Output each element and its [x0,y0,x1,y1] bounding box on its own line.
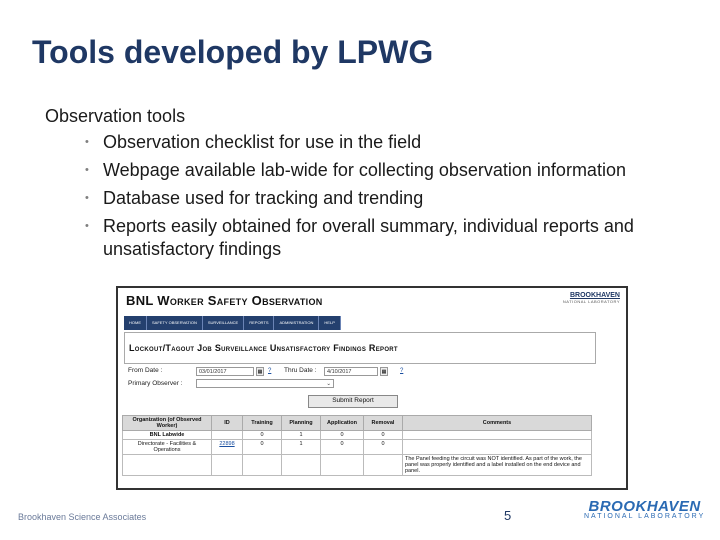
bullet-list [45,131,715,261]
observer-select[interactable] [196,379,334,388]
calendar-icon[interactable]: ▦ [381,369,387,375]
thru-date-input[interactable]: 4/10/2017 [324,367,378,376]
table-row [123,455,592,476]
bullet-icon: • [85,164,89,176]
column-header: Comments [403,416,592,431]
cell-application [321,455,364,476]
bullet-item: • Webpage available lab-wide for collecting observation information [85,160,626,180]
from-date-label: From Date : [128,367,163,374]
cell-training: 0 [243,440,282,455]
bullet-icon: • [85,220,89,232]
table-row [123,431,592,440]
report-title: Lockout/Tagout Job Surveillance Unsatisfactory Findings Report [129,343,398,353]
slide-title: Tools developed by LPWG [32,34,434,70]
column-header: Organization (of Observed Worker) [123,416,212,431]
cell-comment [403,431,592,440]
embedded-screenshot [116,286,628,490]
cell-org: BNL Labwide [123,431,212,440]
bullet-item: • Reports easily obtained for overall summary, individual reports and unsatisfactory findings [85,216,634,259]
column-header: ID [212,416,243,431]
app-title: BNL Worker Safety Observation [126,293,323,308]
cell-training [243,455,282,476]
brookhaven-logo: BROOKHAVEN NATIONAL LABORATORY [584,498,706,520]
bnl-logo: BROOKHAVEN NATIONAL LABORATORY [562,292,620,304]
cell-training: 0 [243,431,282,440]
cell-planning [282,455,321,476]
help-icon[interactable]: ? [268,368,272,374]
app-header [118,288,626,314]
bullet-icon: • [85,192,89,204]
submit-report-button[interactable]: Submit Report [308,395,398,408]
cell-comment: The Panel feeding the circuit was NOT identified. As part of the work, the panel was properly identified and a label installed on the end device and panel. [403,455,592,476]
footer-org-name: Brookhaven Science Associates [18,512,147,522]
thru-date-label: Thru Date : [284,367,317,374]
cell-removal [364,455,403,476]
report-title-box [124,332,596,364]
cell-org: Directorate - Facilities & Operations [123,440,212,455]
nav-home[interactable]: HOME [124,316,147,330]
cell-application: 0 [321,440,364,455]
nav-help[interactable]: HELP [319,316,340,330]
section-heading: Observation tools [45,106,186,126]
cell-id-link[interactable]: 22898 [212,440,243,455]
cell-org [123,455,212,476]
nav-bar [124,316,341,330]
cell-removal: 0 [364,431,403,440]
cell-removal: 0 [364,440,403,455]
from-date-input[interactable]: 03/01/2017 [196,367,254,376]
bullet-icon: • [85,136,89,148]
bullet-item: • Observation checklist for use in the field [85,132,422,152]
cell-comment [403,440,592,455]
bullet-item: • Database used for tracking and trending [85,188,424,208]
chevron-down-icon: ⌄ [326,381,331,387]
column-header: Training [243,416,282,431]
help-icon[interactable]: ? [400,368,404,374]
cell-application: 0 [321,431,364,440]
column-header: Application [321,416,364,431]
nav-surveillance[interactable]: SURVEILLANCE [203,316,244,330]
findings-table [122,415,592,476]
column-header: Planning [282,416,321,431]
nav-safety-observation[interactable]: SAFETY OBSERVATION [147,316,203,330]
cell-planning: 1 [282,440,321,455]
column-header: Removal [364,416,403,431]
nav-reports[interactable]: REPORTS [244,316,274,330]
observer-label: Primary Observer : [128,380,183,387]
cell-id [212,455,243,476]
table-row [123,440,592,455]
calendar-icon[interactable]: ▦ [257,369,263,375]
slide-content [45,106,715,266]
nav-administration[interactable]: ADMINISTRATION [274,316,319,330]
cell-planning: 1 [282,431,321,440]
cell-id [212,431,243,440]
page-number: 5 [504,508,512,523]
table-header-row [123,416,592,431]
